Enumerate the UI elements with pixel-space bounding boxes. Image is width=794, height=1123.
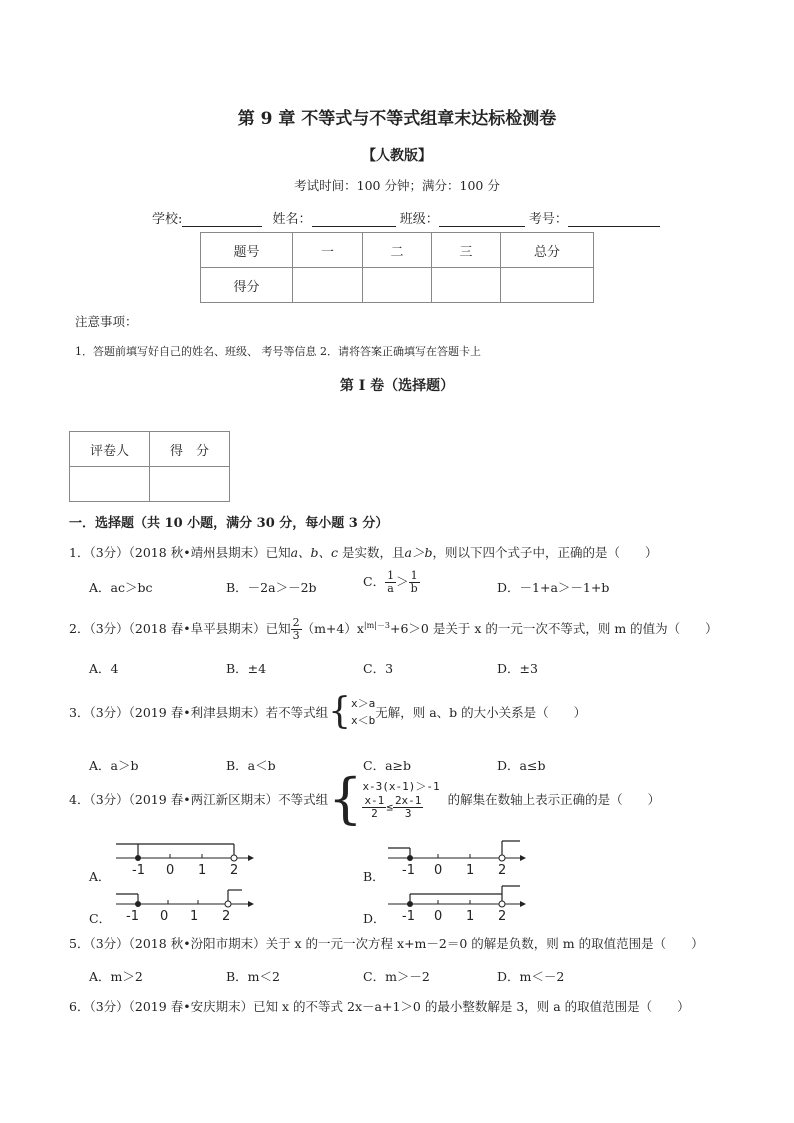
axis-arrow <box>248 855 254 861</box>
q1-c-frac2: $\frac{1}{b}$ <box>410 569 418 595</box>
tick-label: 2 <box>498 909 507 924</box>
q1-c-gt: ＞ <box>396 574 409 589</box>
grader-cell[interactable] <box>70 467 150 502</box>
closed-dot <box>135 855 141 861</box>
tick-label: 2 <box>498 863 507 878</box>
score-cell[interactable] <box>432 268 501 303</box>
q1-prefix: 1．（3分）（2018 秋•靖州县期末）已知 <box>69 545 291 560</box>
q4-option-c-label[interactable]: C． <box>89 911 112 926</box>
section-title: 第 I 卷（选择题） <box>339 378 455 394</box>
tick-label: -1 <box>402 863 415 878</box>
q1-cond: a＞b <box>404 545 433 560</box>
open-dot <box>225 901 231 907</box>
score-header-cell: 二 <box>363 233 432 268</box>
closed-dot <box>135 901 141 907</box>
score-cell[interactable] <box>293 268 363 303</box>
class-label: 班级： <box>399 212 439 227</box>
q2-suffix: +6＞0 是关于 x 的一元一次不等式，则 m 的值为（ ） <box>390 621 718 636</box>
tick-label: 0 <box>434 909 443 924</box>
class-blank[interactable] <box>439 212 525 227</box>
q4-option-a-label[interactable]: A． <box>89 869 111 884</box>
q5-option-c[interactable]: C．m＞－2 <box>363 969 430 984</box>
q3-option-b[interactable]: B．a＜b <box>226 758 276 773</box>
score-header-cell: 总分 <box>501 233 594 268</box>
q2-option-d[interactable]: D．±3 <box>497 661 538 676</box>
question-4 <box>69 767 661 830</box>
q3-system: x＞a x＜b <box>350 697 376 727</box>
q3-brace: { <box>328 691 351 732</box>
notes-text: 1．答题前填写好自己的姓名、班级、 考号等信息 2．请将答案正确填写在答题卡上 <box>75 345 481 358</box>
tick-label: 0 <box>166 863 175 878</box>
q1-mid: 是实数，且 <box>342 545 405 560</box>
q5-option-d[interactable]: D．m＜－2 <box>497 969 565 984</box>
score-table <box>200 232 594 303</box>
q4-prefix: 4．（3分）（2019 春•两江新区期末）不等式组 <box>69 792 329 807</box>
q4-numberline-c[interactable] <box>108 884 258 924</box>
score-row-label: 得分 <box>201 268 293 303</box>
q4-system: x-3(x-1)＞-1 $\frac{x-1}{2}$ ≤ $\frac{2x-1}{3}$ <box>362 780 440 820</box>
question-6: 6．（3分）（2019 春•安庆期末）已知 x 的不等式 2x－a+1＞0 的最小整数解是 3，则 a 的取值范围是（ ） <box>69 999 690 1014</box>
tick-label: 1 <box>466 863 475 878</box>
q1-option-b[interactable]: B．－2a＞－2b <box>226 580 317 595</box>
exam-title: 第 9 章 不等式与不等式组章末达标检测卷 <box>237 109 557 129</box>
q1-suffix: ，则以下四个式子中，正确的是（ ） <box>432 545 658 560</box>
q1-c-label: C． <box>363 574 386 589</box>
q1-option-c[interactable] <box>363 570 420 595</box>
grader-score-cell[interactable] <box>150 467 230 502</box>
tick-label: -1 <box>132 863 145 878</box>
open-dot <box>499 901 505 907</box>
id-blank[interactable] <box>568 212 660 227</box>
tick-label: 1 <box>466 909 475 924</box>
q4-numberline-a[interactable] <box>108 838 258 878</box>
q2-frac: $\frac{2}{3}$ <box>292 616 300 642</box>
q2-option-a[interactable]: A．4 <box>89 661 119 676</box>
score-header-cell: 一 <box>293 233 363 268</box>
tick-label: 2 <box>222 909 231 924</box>
q2-exponent: |m|－3 <box>363 620 390 630</box>
part-title: 一．选择题（共 10 小题，满分 30 分，每小题 3 分） <box>69 516 389 531</box>
student-info-line <box>152 208 660 227</box>
tick-label: 1 <box>190 909 199 924</box>
tick-label: 0 <box>434 863 443 878</box>
question-1 <box>69 543 658 561</box>
tick-label: -1 <box>402 909 415 924</box>
exam-info: 考试时间：100 分钟；满分：100 分 <box>294 178 500 193</box>
tick-label: 0 <box>160 909 169 924</box>
tick-label: 2 <box>230 863 239 878</box>
q5-option-b[interactable]: B．m＜2 <box>226 969 280 984</box>
q2-option-c[interactable]: C．3 <box>363 661 394 676</box>
q2-expr: （m+4）x <box>301 621 364 636</box>
q3-option-c[interactable]: C．a≥b <box>363 758 411 773</box>
q1-option-d[interactable]: D．－1+a＞－1+b <box>497 580 610 595</box>
axis-arrow <box>520 901 526 907</box>
open-dot <box>499 855 505 861</box>
name-blank[interactable] <box>312 212 396 227</box>
notes-heading: 注意事项： <box>75 314 138 329</box>
axis-arrow <box>248 901 254 907</box>
closed-dot <box>407 855 413 861</box>
q5-option-a[interactable]: A．m＞2 <box>89 969 143 984</box>
q4-brace: { <box>328 767 363 830</box>
score-header-cell: 题号 <box>201 233 293 268</box>
q3-prefix: 3．（3分）（2019 春•利津县期末）若不等式组 <box>69 705 329 720</box>
q1-c-frac1: $\frac{1}{a}$ <box>387 569 395 595</box>
q2-prefix: 2．（3分）（2018 春•阜平县期末）已知 <box>69 621 291 636</box>
question-2 <box>69 617 718 642</box>
name-label: 姓名： <box>272 212 312 227</box>
closed-dot <box>407 901 413 907</box>
question-3 <box>69 691 587 732</box>
tick-label: 1 <box>198 863 207 878</box>
q4-numberline-b[interactable] <box>380 838 530 878</box>
id-label: 考号： <box>528 212 568 227</box>
q3-option-a[interactable]: A．a＞b <box>89 758 139 773</box>
q1-vars: a、b、c <box>290 545 343 560</box>
score-cell[interactable] <box>363 268 432 303</box>
q3-option-d[interactable]: D．a≤b <box>497 758 546 773</box>
question-5: 5．（3分）（2018 秋•汾阳市期末）关于 x 的一元一次方程 x+m－2＝0 的解是负数，则 m 的取值范围是（ ） <box>69 936 704 951</box>
school-label: 学校: <box>152 212 183 227</box>
open-dot <box>231 855 237 861</box>
q3-suffix: 无解，则 a、b 的大小关系是（ ） <box>375 705 587 720</box>
q4-numberline-d[interactable] <box>380 884 530 924</box>
q2-option-b[interactable]: B．±4 <box>226 661 267 676</box>
q4-option-b-label[interactable]: B． <box>363 869 385 884</box>
grader-table <box>69 431 230 502</box>
score-label: 得 分 <box>150 432 230 467</box>
q4-option-d-label[interactable]: D． <box>363 911 386 926</box>
school-blank[interactable] <box>182 212 262 227</box>
score-header-cell: 三 <box>432 233 501 268</box>
axis-arrow <box>520 855 526 861</box>
edition-label: 【人教版】 <box>362 148 432 164</box>
grader-label: 评卷人 <box>70 432 150 467</box>
tick-label: -1 <box>126 909 139 924</box>
score-cell[interactable] <box>501 268 594 303</box>
q1-option-a[interactable]: A．ac＞bc <box>89 580 153 595</box>
q4-suffix: 的解集在数轴上表示正确的是（ ） <box>447 792 661 807</box>
